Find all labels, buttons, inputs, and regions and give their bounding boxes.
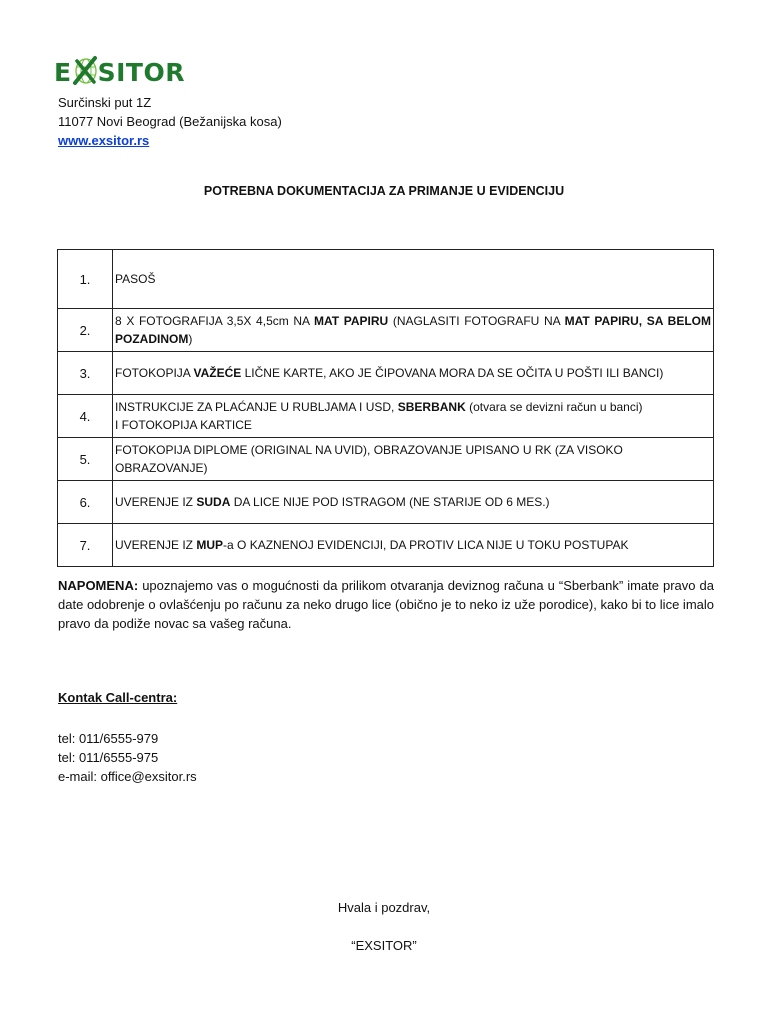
item-line <box>115 398 711 416</box>
item-number: 1. <box>58 250 113 309</box>
note-label: NAPOMENA: <box>58 578 139 593</box>
item-text <box>113 352 714 395</box>
table-row <box>58 524 714 567</box>
text-segment-bold: MAT PAPIRU, SA BELOM <box>564 314 711 328</box>
website-link[interactable]: www.exsitor.rs <box>58 133 150 148</box>
text-segment: LIČNE KARTE, AKO JE ČIPOVANA MORA DA SE OČITA U POŠTI ILI BANCI) <box>241 366 664 380</box>
text-segment-bold: MUP <box>196 538 224 552</box>
contact-phone-2: tel: 011/6555-975 <box>58 750 159 765</box>
address-city: 11077 Novi Beograd (Bežanijska kosa) <box>58 114 282 129</box>
table-row <box>58 395 714 438</box>
closing-greeting: Hvala i pozdrav, <box>337 900 431 915</box>
text-segment: INSTRUKCIJE ZA PLAĆANJE U RUBLJAMA I USD, <box>115 400 398 414</box>
text-segment: DA LICE NIJE POD ISTRAGOM (NE STARIJE OD 6 MES.) <box>230 495 550 509</box>
table-row <box>58 309 714 352</box>
logo-text-left: E <box>54 57 72 87</box>
item-text <box>113 395 714 438</box>
text-segment-bold: MAT PAPIRU <box>314 314 389 328</box>
text-segment: UVERENJE IZ <box>115 495 197 509</box>
logo-text-right: SITOR <box>97 57 185 87</box>
address-street: Surčinski put 1Z <box>58 95 152 110</box>
company-logo <box>54 54 185 90</box>
text-segment: ) <box>188 332 193 346</box>
text-segment-bold: POZADINOM <box>115 332 189 346</box>
item-number: 4. <box>58 395 113 438</box>
item-number: 3. <box>58 352 113 395</box>
text-segment: 8 X FOTOGRAFIJA 3,5X 4,5cm NA <box>115 314 315 328</box>
item-line: I FOTOKOPIJA KARTICE <box>115 418 252 432</box>
text-segment: UVERENJE IZ <box>115 538 197 552</box>
item-number: 2. <box>58 309 113 352</box>
item-text <box>113 481 714 524</box>
table-row <box>58 438 714 481</box>
contact-email: e-mail: office@exsitor.rs <box>58 769 197 784</box>
contact-phone-1: tel: 011/6555-979 <box>58 731 159 746</box>
table-row <box>58 352 714 395</box>
item-line <box>115 312 711 330</box>
item-text: FOTOKOPIJA DIPLOME (ORIGINAL NA UVID), OBRAZOVANJE UPISANO U RK (ZA VISOKO OBRAZOVANJE) <box>113 438 714 481</box>
text-segment-bold: SBERBANK <box>397 400 466 414</box>
contact-heading: Kontak Call-centra: <box>58 690 178 705</box>
table-row <box>58 250 714 309</box>
item-text <box>113 524 714 567</box>
text-segment: (NAGLASITI FOTOGRAFU NA <box>388 314 565 328</box>
item-text <box>113 309 714 352</box>
text-segment: -a O KAZNENOJ EVIDENCIJI, DA PROTIV LICA NIJE U TOKU POSTUPAK <box>223 538 629 552</box>
item-line <box>115 330 711 348</box>
note-text: upoznajemo vas o mogućnosti da prilikom otvaranja deviznog računa u “Sberbank” imate pravo da date odobrenje o ovlašćenju po računu za neko drugo lice (obično je to neko iz uže porodice), kako bi to lice imalo pravo da podiže novac sa vašeg računa. <box>58 578 714 631</box>
text-segment: (otvara se devizni račun u banci) <box>465 400 643 414</box>
requirements-table <box>57 249 714 567</box>
item-number: 7. <box>58 524 113 567</box>
text-segment-bold: SUDA <box>196 495 231 509</box>
closing-signature: “EXSITOR” <box>351 938 417 953</box>
text-segment-bold: VAŽEĆE <box>193 366 242 380</box>
item-number: 6. <box>58 481 113 524</box>
globe-x-icon <box>72 55 98 85</box>
item-number: 5. <box>58 438 113 481</box>
document-title: POTREBNA DOKUMENTACIJA ZA PRIMANJE U EVIDENCIJU <box>203 184 565 198</box>
note-paragraph <box>58 576 714 633</box>
text-segment: FOTOKOPIJA <box>115 366 194 380</box>
item-text: PASOŠ <box>113 250 714 309</box>
table-row <box>58 481 714 524</box>
